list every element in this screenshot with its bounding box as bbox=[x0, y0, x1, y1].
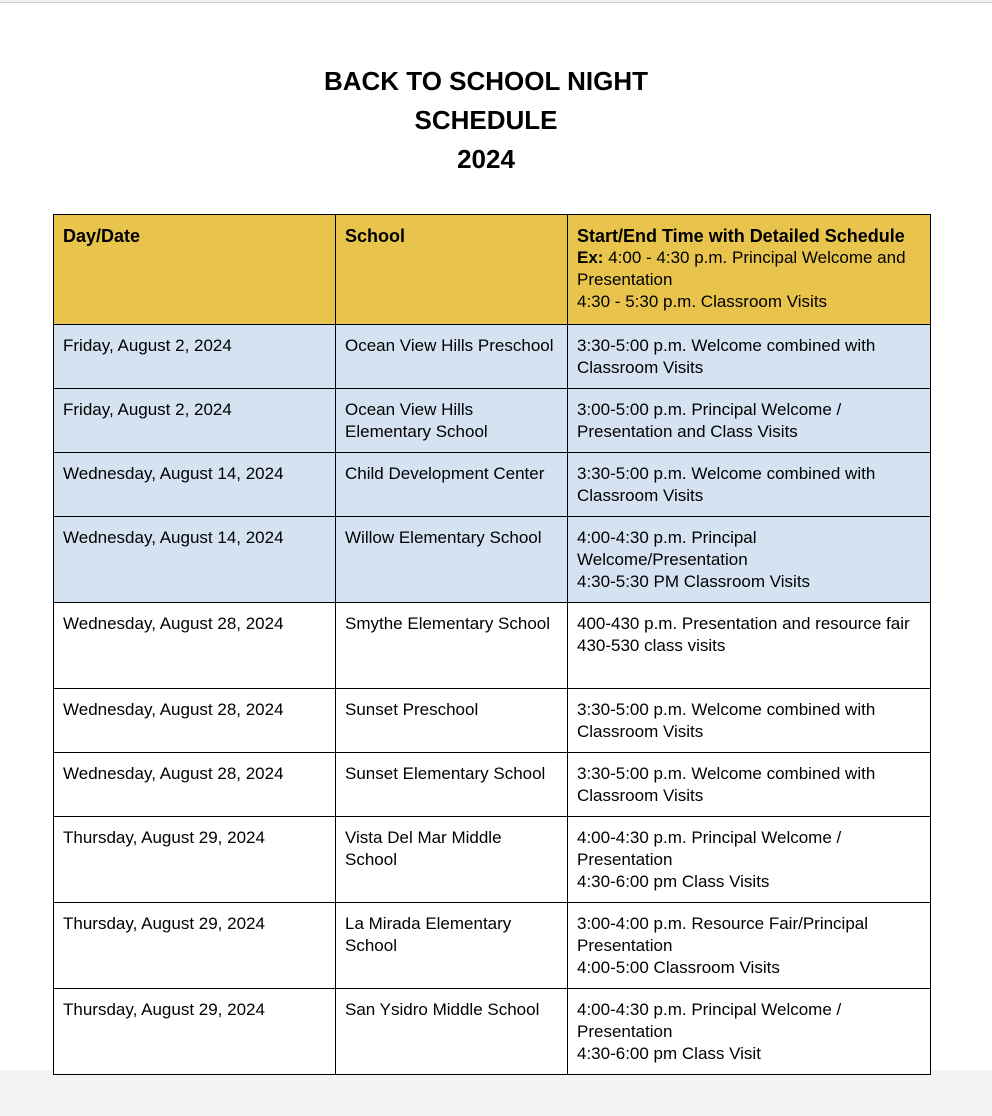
cell-school: La Mirada Elementary School bbox=[336, 903, 568, 989]
table-row bbox=[54, 689, 931, 753]
table-header-row bbox=[54, 215, 931, 325]
cell-time bbox=[568, 325, 931, 389]
table-row bbox=[54, 603, 931, 689]
cell-school: Child Development Center bbox=[336, 453, 568, 517]
header-time bbox=[568, 215, 931, 325]
time-line-2: 4:30-6:00 pm Class Visit bbox=[577, 1044, 761, 1063]
page-title bbox=[0, 62, 972, 179]
header-example bbox=[577, 247, 921, 291]
cell-day-date: Thursday, August 29, 2024 bbox=[54, 817, 336, 903]
cell-day-date: Thursday, August 29, 2024 bbox=[54, 989, 336, 1075]
cell-time bbox=[568, 989, 931, 1075]
cell-school: Sunset Elementary School bbox=[336, 753, 568, 817]
cell-day-date: Wednesday, August 28, 2024 bbox=[54, 603, 336, 689]
cell-day-date: Thursday, August 29, 2024 bbox=[54, 903, 336, 989]
time-line-1: 3:00-5:00 p.m. Principal Welcome / Presentation and Class Visits bbox=[577, 400, 842, 441]
time-line-1: 3:30-5:00 p.m. Welcome combined with Classroom Visits bbox=[577, 464, 876, 505]
cell-time bbox=[568, 753, 931, 817]
example-label: Ex: bbox=[577, 248, 604, 267]
cell-school: Ocean View Hills Elementary School bbox=[336, 389, 568, 453]
table-row bbox=[54, 325, 931, 389]
table-row bbox=[54, 389, 931, 453]
title-line-1: BACK TO SCHOOL NIGHT bbox=[323, 66, 649, 96]
example-line-2: 4:30 - 5:30 p.m. Classroom Visits bbox=[577, 292, 828, 311]
example-line-1: 4:00 - 4:30 p.m. Principal Welcome and Presentation bbox=[577, 248, 906, 289]
cell-time bbox=[568, 689, 931, 753]
cell-day-date: Friday, August 2, 2024 bbox=[54, 389, 336, 453]
cell-day-date: Wednesday, August 14, 2024 bbox=[54, 517, 336, 603]
cell-time bbox=[568, 517, 931, 603]
cell-school: Ocean View Hills Preschool bbox=[336, 325, 568, 389]
time-line-1: 3:30-5:00 p.m. Welcome combined with Classroom Visits bbox=[577, 764, 876, 805]
table-row bbox=[54, 989, 931, 1075]
cell-day-date: Wednesday, August 28, 2024 bbox=[54, 753, 336, 817]
header-day-date: Day/Date bbox=[54, 215, 336, 325]
cell-school: Willow Elementary School bbox=[336, 517, 568, 603]
time-line-1: 3:30-5:00 p.m. Welcome combined with Classroom Visits bbox=[577, 700, 876, 741]
cell-time bbox=[568, 453, 931, 517]
table-row bbox=[54, 453, 931, 517]
title-line-2: SCHEDULE bbox=[414, 105, 558, 135]
time-line-2: 4:30-6:00 pm Class Visits bbox=[577, 872, 770, 891]
table-row bbox=[54, 903, 931, 989]
time-line-1: 4:00-4:30 p.m. Principal Welcome / Presentation bbox=[577, 1000, 842, 1041]
document-page bbox=[0, 3, 992, 1070]
time-line-1: 400-430 p.m. Presentation and resource fair bbox=[577, 614, 910, 633]
cell-day-date: Friday, August 2, 2024 bbox=[54, 325, 336, 389]
header-school: School bbox=[336, 215, 568, 325]
cell-day-date: Wednesday, August 14, 2024 bbox=[54, 453, 336, 517]
cell-school: San Ysidro Middle School bbox=[336, 989, 568, 1075]
schedule-table bbox=[53, 214, 931, 1075]
cell-school: Sunset Preschool bbox=[336, 689, 568, 753]
time-line-1: 3:00-4:00 p.m. Resource Fair/Principal Presentation bbox=[577, 914, 869, 955]
title-line-3: 2024 bbox=[457, 144, 515, 174]
table-row bbox=[54, 817, 931, 903]
table-row bbox=[54, 517, 931, 603]
cell-time bbox=[568, 903, 931, 989]
table-row bbox=[54, 753, 931, 817]
time-line-1: 4:00-4:30 p.m. Principal Welcome/Presentation bbox=[577, 528, 757, 569]
time-line-2: 4:30-5:30 PM Classroom Visits bbox=[577, 572, 811, 591]
cell-time bbox=[568, 603, 931, 689]
header-time-label: Start/End Time with Detailed Schedule bbox=[577, 226, 905, 246]
time-line-1: 3:30-5:00 p.m. Welcome combined with Classroom Visits bbox=[577, 336, 876, 377]
time-line-2: 430-530 class visits bbox=[577, 636, 726, 655]
time-line-1: 4:00-4:30 p.m. Principal Welcome / Presentation bbox=[577, 828, 842, 869]
cell-day-date: Wednesday, August 28, 2024 bbox=[54, 689, 336, 753]
cell-school: Smythe Elementary School bbox=[336, 603, 568, 689]
cell-time bbox=[568, 389, 931, 453]
cell-time bbox=[568, 817, 931, 903]
cell-school: Vista Del Mar Middle School bbox=[336, 817, 568, 903]
time-line-2: 4:00-5:00 Classroom Visits bbox=[577, 958, 780, 977]
